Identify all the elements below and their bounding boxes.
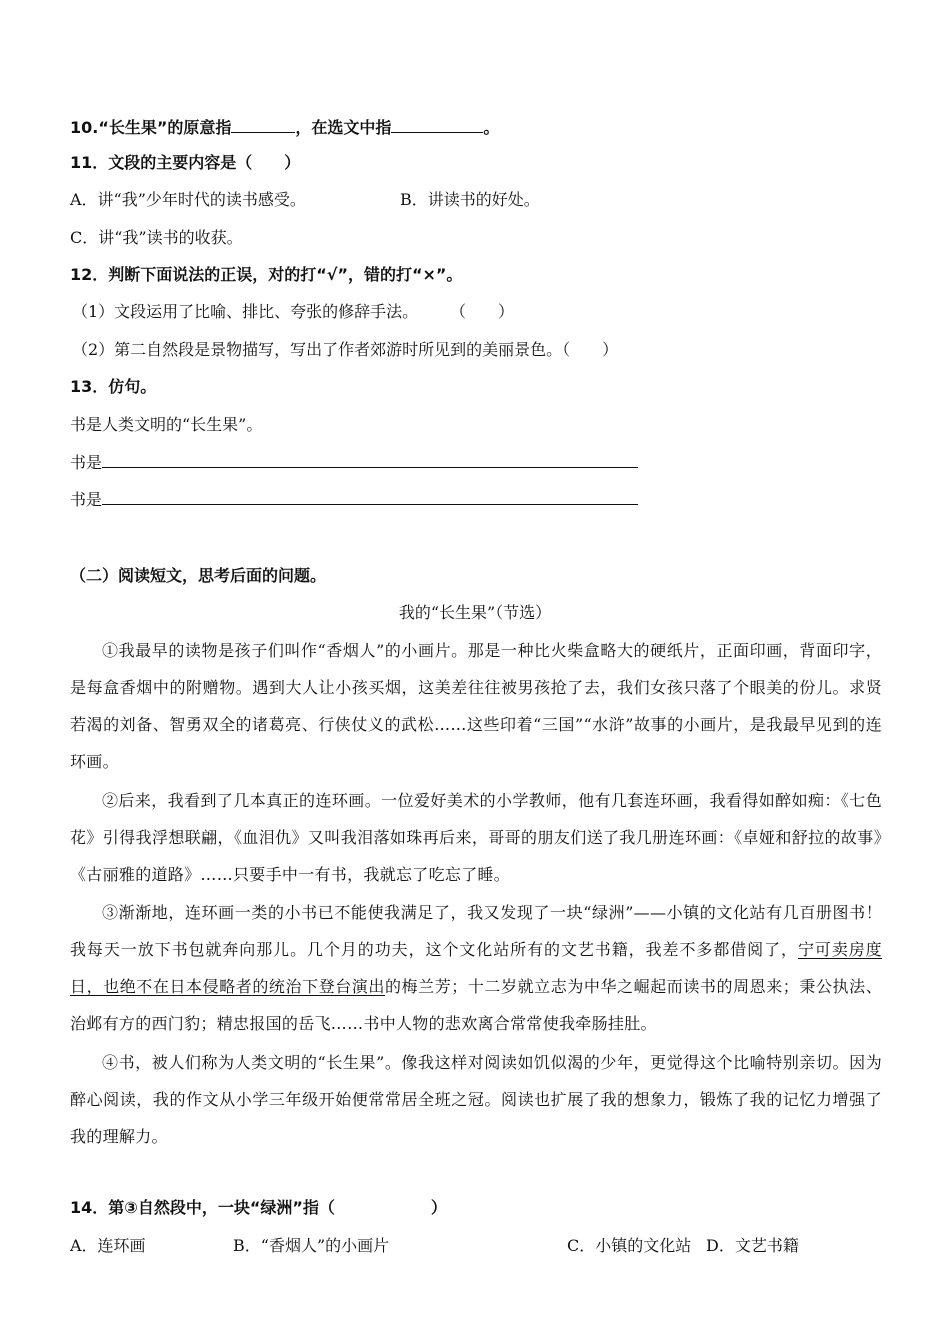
q10-text-b: ，在选文中指 (295, 118, 392, 137)
p3-underlined-text: 宁可卖房度日，也绝不在日本侵略者的统治下登台演出 (70, 940, 882, 996)
question-14-stem: 14．第③自然段中，一块“绿洲”指（ ） (70, 1198, 447, 1217)
q14-option-d[interactable]: D．文艺书籍 (706, 1236, 799, 1255)
q12-item-1-answer[interactable]: （ ） (450, 302, 515, 321)
q11-option-c[interactable]: C．讲“我”读书的收获。 (70, 228, 243, 247)
p3-text-b: 的梅兰芳；十二岁就立志为中华之崛起而读书的周恩来；秉公执法、治邺有方的西门豹；精忠报国的岳飞……书中人物的悲欢离合常常使我牵肠挂肚。 (70, 977, 882, 1033)
q13-line-2 (70, 488, 638, 511)
q10-text-a: 10.“长生果”的原意指 (70, 118, 232, 137)
q13-example: 书是人类文明的“长生果”。 (70, 415, 263, 434)
q13-line-2-prefix: 书是 (70, 490, 103, 509)
q13-answer-2[interactable] (102, 488, 638, 505)
question-12-stem: 12．判断下面说法的正误，对的打“√”，错的打“×”。 (70, 265, 463, 284)
q13-line-1-prefix: 书是 (70, 453, 103, 472)
question-10 (70, 116, 499, 139)
q14-option-c[interactable]: C．小镇的文化站 (567, 1236, 692, 1255)
q14-option-b[interactable]: B．“香烟人”的小画片 (233, 1236, 390, 1255)
p3-text-a: ③渐渐地，连环画一类的小书已不能使我满足了，我又发现了一块“绿洲”——小镇的文化站有几百册图书！我每天一放下书包就奔向那儿。几个月的功夫，这个文化站所有的文艺书籍，我差不多都借阅了， (70, 903, 882, 959)
passage-paragraph-2: ②后来，我看到了几本真正的连环画。一位爱好美术的小学教师，他有几套连环画，我看得如醉如痴：《七色花》引得我浮想联翩，《血泪仇》又叫我泪落如珠再后来，哥哥的朋友们送了我几册连环画：《卓娅和舒拉的故事》《古丽雅的道路》……只要手中一有书，我就忘了吃忘了睡。 (70, 791, 882, 884)
passage-title: 我的“长生果”（节选） (398, 603, 552, 622)
q10-blank-1[interactable] (231, 116, 295, 133)
q10-text-c: 。 (483, 118, 500, 137)
q13-answer-1[interactable] (102, 451, 638, 468)
question-11-stem: 11．文段的主要内容是（ ） (70, 153, 301, 172)
question-13-stem: 13．仿句。 (70, 377, 157, 396)
q13-line-1 (70, 451, 638, 474)
q10-blank-2[interactable] (391, 116, 483, 133)
q11-option-b[interactable]: B．讲读书的好处。 (400, 190, 540, 209)
q12-item-2: （2）第二自然段是景物描写，写出了作者郊游时所见到的美丽景色。（ ） (72, 340, 619, 359)
passage-paragraph-4: ④书，被人们称为人类文明的“长生果”。像我这样对阅读如饥似渴的少年，更觉得这个比喻特别亲切。因为醉心阅读，我的作文从小学三年级开始便常常居全班之冠。阅读也扩展了我的想象力，锻炼了我的记忆力增强了我的理解力。 (70, 1053, 882, 1146)
q14-option-a[interactable]: A．连环画 (70, 1236, 146, 1255)
passage-paragraph-3 (70, 894, 882, 1042)
q12-item-1: （1）文段运用了比喻、排比、夸张的修辞手法。 (72, 302, 419, 321)
passage-paragraph-1: ①我最早的读物是孩子们叫作“香烟人”的小画片。那是一种比火柴盒略大的硬纸片，正面印画，背面印字，是每盒香烟中的附赠物。遇到大人让小孩买烟，这美差往往被男孩抢了去，我们女孩只落了个眼美的份儿。求贤若渴的刘备、智勇双全的诸葛亮、行侠仗义的武松……这些印着“三国”“水浒”故事的小画片，是我最早见到的连环画。 (70, 641, 882, 771)
section-2-heading: （二）阅读短文，思考后面的问题。 (70, 566, 327, 585)
q11-option-a[interactable]: A．讲“我”少年时代的读书感受。 (70, 190, 306, 209)
